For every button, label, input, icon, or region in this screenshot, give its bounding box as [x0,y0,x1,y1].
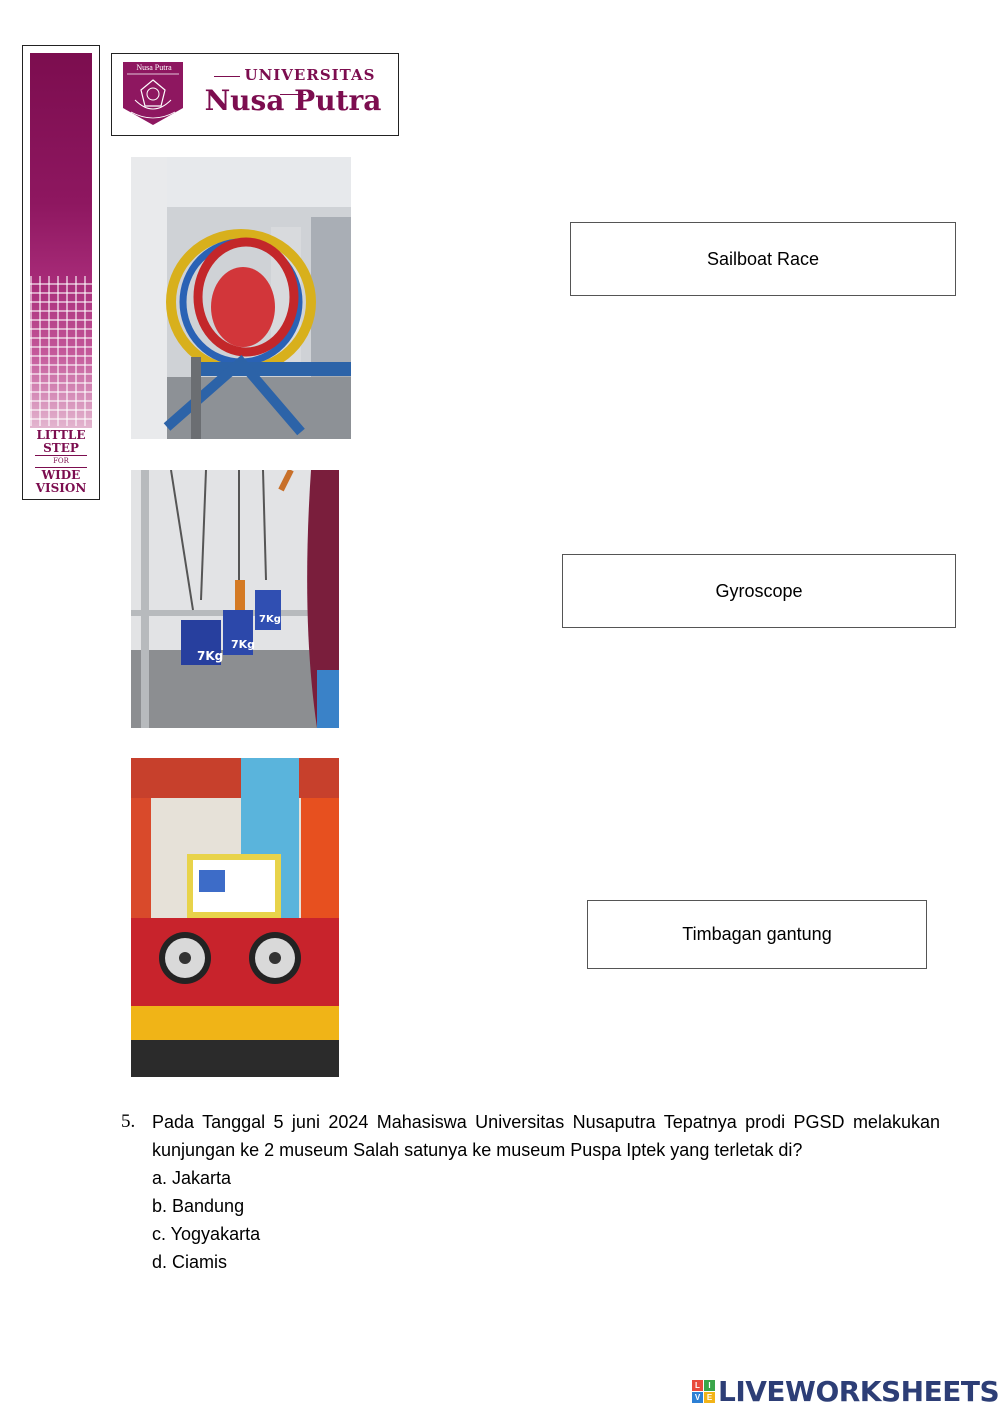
option-b[interactable]: b. Bandung [152,1196,245,1216]
side-banner [22,45,100,500]
question-text: Pada Tanggal 5 juni 2024 Mahasiswa Universitas Nusaputra Tepatnya prodi PGSD melakukan kunjungan ke 2 museum Salah satunya ke museum Puspa Iptek yang terletak di? [152,1112,940,1160]
option-c[interactable]: c. Yogyakarta [152,1224,261,1244]
option-a[interactable]: a. Jakarta [152,1168,232,1188]
cube-letter: I [704,1380,715,1391]
answer-label: Timbagan gantung [682,924,832,944]
banner-tile-pattern [30,276,92,426]
slogan-line: WIDE [41,468,81,482]
slogan-line: VISION [35,480,87,495]
university-logo [111,53,399,136]
gyroscope-photo[interactable] [131,157,351,439]
cube-letter: E [704,1392,715,1403]
answer-label: Sailboat Race [706,248,820,269]
weight-label: 7Kg [259,614,281,625]
liveworksheets-logo [692,1374,1000,1408]
liveworksheets-cube-icon [692,1380,715,1403]
question-number: 5. [121,1111,136,1132]
answer-box-gyroscope[interactable] [562,554,956,628]
question-options [152,1164,940,1276]
answer-box-sailboat-race[interactable] [570,222,956,296]
answer-box-timbagan-gantung[interactable] [587,900,927,969]
logo-name: Nusa Putra [204,84,382,117]
slogan-line: LITTLE [36,428,86,442]
slogan-line: STEP [43,440,79,455]
cube-letter: V [692,1392,703,1403]
banner-slogan [27,429,95,494]
cube-letter: L [692,1380,703,1391]
option-d[interactable]: d. Ciamis [152,1252,228,1272]
logo-word-universitas: UNIVERSITAS [198,66,388,102]
crest-label: Nusa Putra [136,63,172,72]
question-5 [118,1108,940,1276]
weight-label: 7Kg [231,638,256,651]
weight-label: 7Kg [197,649,224,663]
answer-label: Gyroscope [715,580,803,601]
hanging-scale-photo[interactable] [131,470,339,728]
liveworksheets-wordmark: LIVEWORKSHEETS [718,1374,1000,1408]
sailboat-race-photo[interactable] [131,758,339,1077]
slogan-line: FOR [53,457,69,465]
